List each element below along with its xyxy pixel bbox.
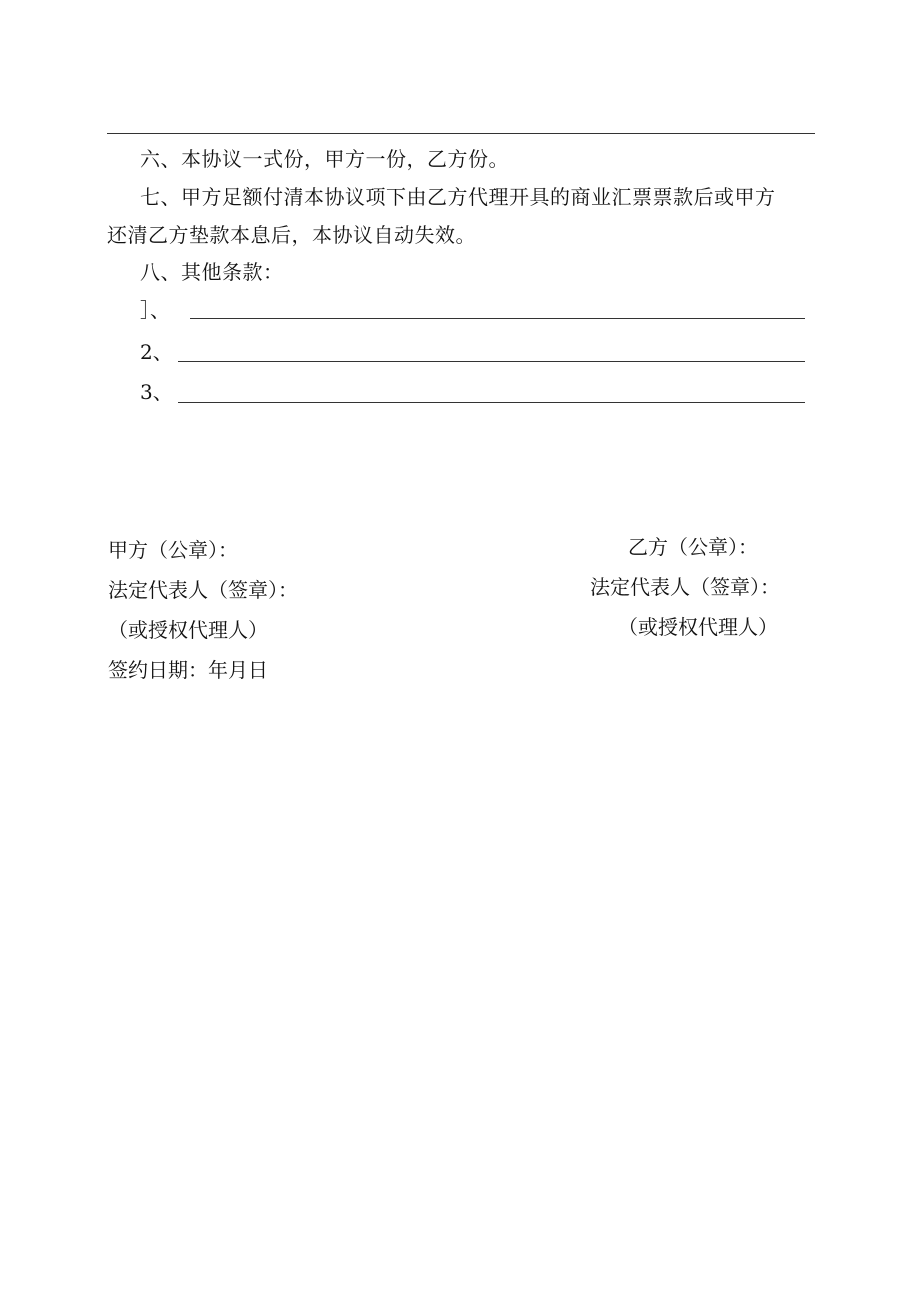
other-term-2-marker: 2、 [140, 340, 173, 364]
clause-seven-line2: 还清乙方垫款本息后，本协议自动失效。 [107, 223, 476, 247]
clause-eight: 八、其他条款： [140, 260, 284, 284]
other-term-3-marker: 3、 [140, 380, 173, 404]
other-term-1-marker: ］、 [140, 298, 170, 322]
party-b-seal: 乙方（公章）： [628, 535, 758, 559]
party-a-agent: （或授权代理人） [108, 618, 268, 642]
clause-six: 六、本协议一式份，甲方一份，乙方份。 [140, 147, 509, 171]
other-term-2-blank [178, 361, 805, 362]
party-a-date: 签约日期：年月日 [108, 658, 268, 682]
other-term-3-blank [178, 402, 805, 403]
party-a-rep: 法定代表人（签章）： [108, 578, 298, 602]
header-rule [107, 133, 815, 134]
party-a-seal: 甲方（公章）： [108, 538, 238, 562]
other-term-1-blank [190, 318, 805, 319]
party-b-rep: 法定代表人（签章）： [590, 575, 780, 599]
party-b-agent: （或授权代理人） [618, 615, 778, 639]
clause-seven-line1: 七、甲方足额付清本协议项下由乙方代理开具的商业汇票票款后或甲方 [140, 185, 776, 209]
